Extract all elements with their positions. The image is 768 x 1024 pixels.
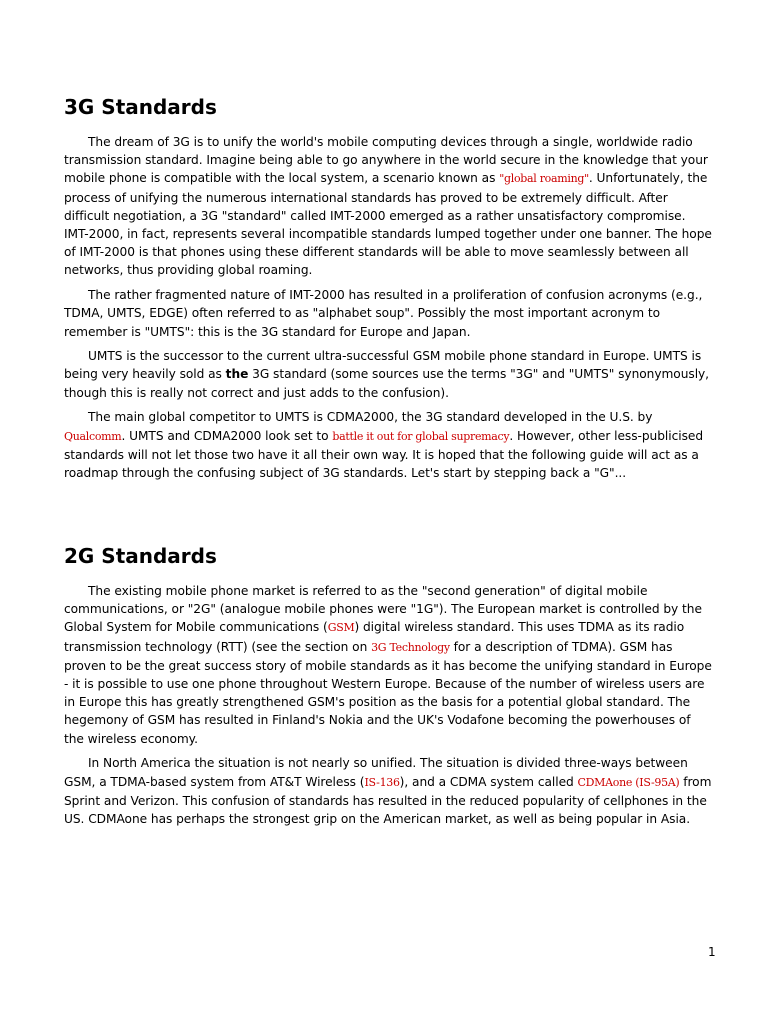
link-gsm[interactable]: GSM bbox=[327, 621, 355, 635]
section-3g-standards bbox=[64, 133, 712, 489]
emphasis-the: the bbox=[225, 367, 249, 382]
text-run: UMTS is the successor to the current ultra-successful GSM mobile phone standard in Europe. UMTS is being very heavily sold as bbox=[64, 349, 702, 382]
link-cdmaone[interactable]: CDMAone (IS-95A) bbox=[577, 775, 680, 789]
heading-2g-standards: 2G Standards bbox=[64, 544, 217, 568]
link-is-136[interactable]: IS-136 bbox=[364, 775, 400, 789]
paragraph-3g-intro bbox=[64, 133, 712, 280]
link-qualcomm[interactable]: Qualcomm bbox=[64, 429, 122, 443]
text-run: ) digital wireless standard. This uses TDMA as its radio transmission technology (RTT) (see the section on bbox=[64, 620, 685, 654]
text-run: from Sprint and Verizon. This confusion of standards has resulted in the reduced popularity of cellphones in the US. CDMAone has perhaps the strongest grip on the American market, as well as being popular in Asia. bbox=[64, 774, 712, 826]
paragraph-2g-north-america bbox=[64, 754, 712, 828]
text-run: . However, other less-publicised standards will not let those two have it all their own way. It is hoped that the following guide will act as a roadmap through the confusing subject of 3G standards. Let's start by stepping back a "G"... bbox=[64, 428, 704, 480]
paragraph-imt2000: The rather fragmented nature of IMT-2000 has resulted in a proliferation of confusion acronyms (e.g., TDMA, UMTS, EDGE) often referred to as "alphabet soup". Possibly the most important acronym to remember is "UMTS": this is the 3G standard for Europe and Japan. bbox=[64, 288, 703, 339]
paragraph-umts bbox=[64, 347, 712, 402]
paragraph-2g-europe bbox=[64, 582, 712, 748]
link-global-roaming[interactable]: "global roaming" bbox=[499, 172, 589, 186]
text-run: for a description of TDMA). GSM has proven to be the great success story of mobile standards as it has become the unifying standard in Europe - it is possible to use one phone throughout Western Europe. Because of the number of wireless users are in Europe this has greatly strengthened GSM's position as the basis for a potential global standard. The hegemony of GSM has resulted in Finland's Nokia and the UK's Vodafone becoming the powerhouses of the wireless economy. bbox=[64, 639, 712, 746]
link-battle-global-supremacy[interactable]: battle it out for global supremacy bbox=[332, 429, 510, 443]
text-run: The existing mobile phone market is referred to as the "second generation" of digital mobile communications, or "2G" (analogue mobile phones were "1G"). The European market is controlled by the Global System for Mobile communications ( bbox=[64, 584, 702, 635]
text-run: The main global competitor to UMTS is CDMA2000, the 3G standard developed in the U.S. by bbox=[88, 410, 653, 425]
text-run: . Unfortunately, the process of unifying the numerous international standards has proved to be extremely difficult. After difficult negotiation, a 3G "standard" called IMT-2000 emerged as a rather unsatisfactory compromise. IMT-2000, in fact, represents several incompatible standards lumped together under one banner. The hope of IMT-2000 is that phones using these different standards will be able to move seamlessly between all networks, thus providing global roaming. bbox=[64, 171, 712, 278]
text-run: . UMTS and CDMA2000 look set to bbox=[121, 428, 333, 443]
section-2g-standards bbox=[64, 582, 712, 835]
heading-3g-standards: 3G Standards bbox=[64, 95, 217, 119]
page-number: 1 bbox=[708, 945, 716, 959]
link-3g-technology[interactable]: 3G Technology bbox=[371, 640, 450, 654]
text-run: 3G standard (some sources use the terms "3G" and "UMTS" synonymously, though this is really not correct and just adds to the confusion). bbox=[64, 367, 710, 400]
text-run: ), and a CDMA system called bbox=[399, 774, 578, 789]
paragraph-cdma2000 bbox=[64, 408, 712, 482]
text-run: In North America the situation is not nearly so unified. The situation is divided three-ways between GSM, a TDMA-based system from AT&T Wireless ( bbox=[64, 756, 688, 789]
text-run: The dream of 3G is to unify the world's mobile computing devices through a single, worldwide radio transmission standard. Imagine being able to go anywhere in the world secure in the knowledge that your mobile phone is compatible with the local system, a scenario known as bbox=[64, 135, 708, 186]
